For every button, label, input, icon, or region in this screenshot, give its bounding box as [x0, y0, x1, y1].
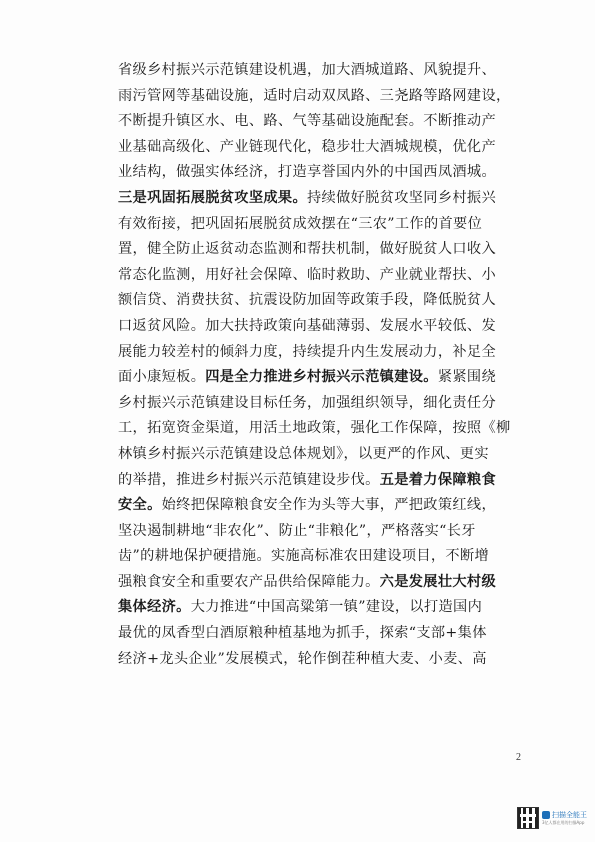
text-line [118, 135, 533, 161]
text-line [118, 442, 533, 468]
bold-heading-text: 集体经济。 [118, 599, 191, 616]
text-line [118, 84, 533, 110]
body-text: 林镇乡村振兴示范镇建设总体规划》，以更严的作风、更实 [118, 445, 489, 462]
text-line [118, 595, 533, 621]
text-line [118, 391, 533, 417]
text-line [118, 212, 533, 238]
scanner-badge-title [542, 811, 587, 819]
body-text: 额信贷、消费扶贫、抗震设防加固等政策手段，降低脱贫人 [118, 292, 496, 309]
body-text: 面小康短板。 [118, 369, 206, 386]
text-line [118, 544, 533, 570]
body-text: 省级乡村振兴示范镇建设机遇，加大酒城道路、风貌提升、 [118, 62, 496, 78]
bold-heading-text: 三是巩固拓展脱贫攻坚成果。 [118, 189, 307, 206]
body-text: 业结构，做强实体经济，打造享誉国内外的中国西凤酒城。 [118, 164, 496, 181]
scanner-badge-text [542, 811, 587, 825]
text-line [118, 621, 533, 647]
body-text: 持续做好脱贫攻坚同乡村振兴 [307, 189, 496, 206]
document-body [118, 58, 533, 672]
text-line [118, 109, 533, 135]
text-line [118, 570, 533, 596]
body-text: 强粮食安全和重要农产品供给保障能力。 [118, 573, 380, 590]
scanner-logo-icon [542, 811, 550, 819]
bold-heading-text: 四是全力推进乡村振兴示范镇建设。 [205, 369, 438, 386]
body-text: 雨污管网等基础设施，适时启动双凤路、三尧路等路网建设， [118, 87, 511, 104]
text-line [118, 493, 533, 519]
page-number: 2 [516, 752, 521, 763]
body-text: 最优的凤香型白酒原粮种植基地为抓手，探索“支部+集体 [118, 625, 487, 642]
text-line [118, 340, 533, 366]
text-line [118, 160, 533, 186]
text-line [118, 416, 533, 442]
body-text: 不断提升镇区水、电、路、气等基础设施配套。不断推动产 [118, 113, 496, 130]
bold-heading-text: 六是发展壮大村级 [379, 573, 496, 590]
scanner-badge-subtitle: 3亿人都在用的扫描App [542, 820, 585, 825]
text-line [118, 58, 533, 84]
body-text: 工，拓宽资金渠道，用活土地政策，强化工作保障，按照《柳 [118, 420, 511, 437]
body-text: 的举措，推进乡村振兴示范镇建设步伐。 [118, 471, 380, 488]
body-text: 大力推进“中国高粱第一镇”建设，以打造国内 [190, 599, 483, 616]
text-line [118, 647, 533, 673]
body-text: 坚决遏制耕地“非农化”、防止“非粮化”，严格落实“长牙 [118, 522, 476, 539]
body-text: 经济+龙头企业”发展模式，轮作倒茬种植大麦、小麦、高 [118, 650, 487, 667]
body-text: 展能力较差村的倾斜力度，持续提升内生发展动力，补足全 [118, 343, 496, 360]
body-text: 始终把保障粮食安全作为头等大事，严把政策红线， [161, 497, 496, 514]
text-line [118, 519, 533, 545]
body-text: 紧紧围绕 [437, 369, 496, 386]
text-line [118, 468, 533, 494]
text-line [118, 237, 533, 263]
text-line [118, 263, 533, 289]
text-line [118, 288, 533, 314]
body-text: 业基础高级化、产业链现代化，稳步壮大酒城规模，优化产 [118, 138, 496, 155]
text-line [118, 314, 533, 340]
body-text: 乡村振兴示范镇建设目标任务，加强组织领导，细化责任分 [118, 394, 496, 411]
body-text: 常态化监测，用好社会保障、临时救助、产业就业帮扶、小 [118, 266, 496, 283]
body-text: 齿”的耕地保护硬措施。实施高标准农田建设项目，不断增 [118, 548, 490, 565]
body-text: 口返贫风险。加大扶持政策向基础薄弱、发展水平较低、发 [118, 317, 496, 334]
scanner-badge-title-text: 扫描全能王 [552, 810, 587, 819]
text-line [118, 365, 533, 391]
text-line [118, 186, 533, 212]
body-text: 置，健全防止返贫动态监测和帮扶机制，做好脱贫人口收入 [118, 241, 496, 258]
body-text: 有效衔接，把巩固拓展脱贫成效摆在“三农”工作的首要位 [118, 215, 483, 232]
scanner-watermark [517, 806, 593, 830]
bold-heading-text: 安全。 [118, 497, 162, 514]
qr-code-icon [517, 807, 539, 829]
bold-heading-text: 五是着力保障粮食 [379, 471, 496, 488]
